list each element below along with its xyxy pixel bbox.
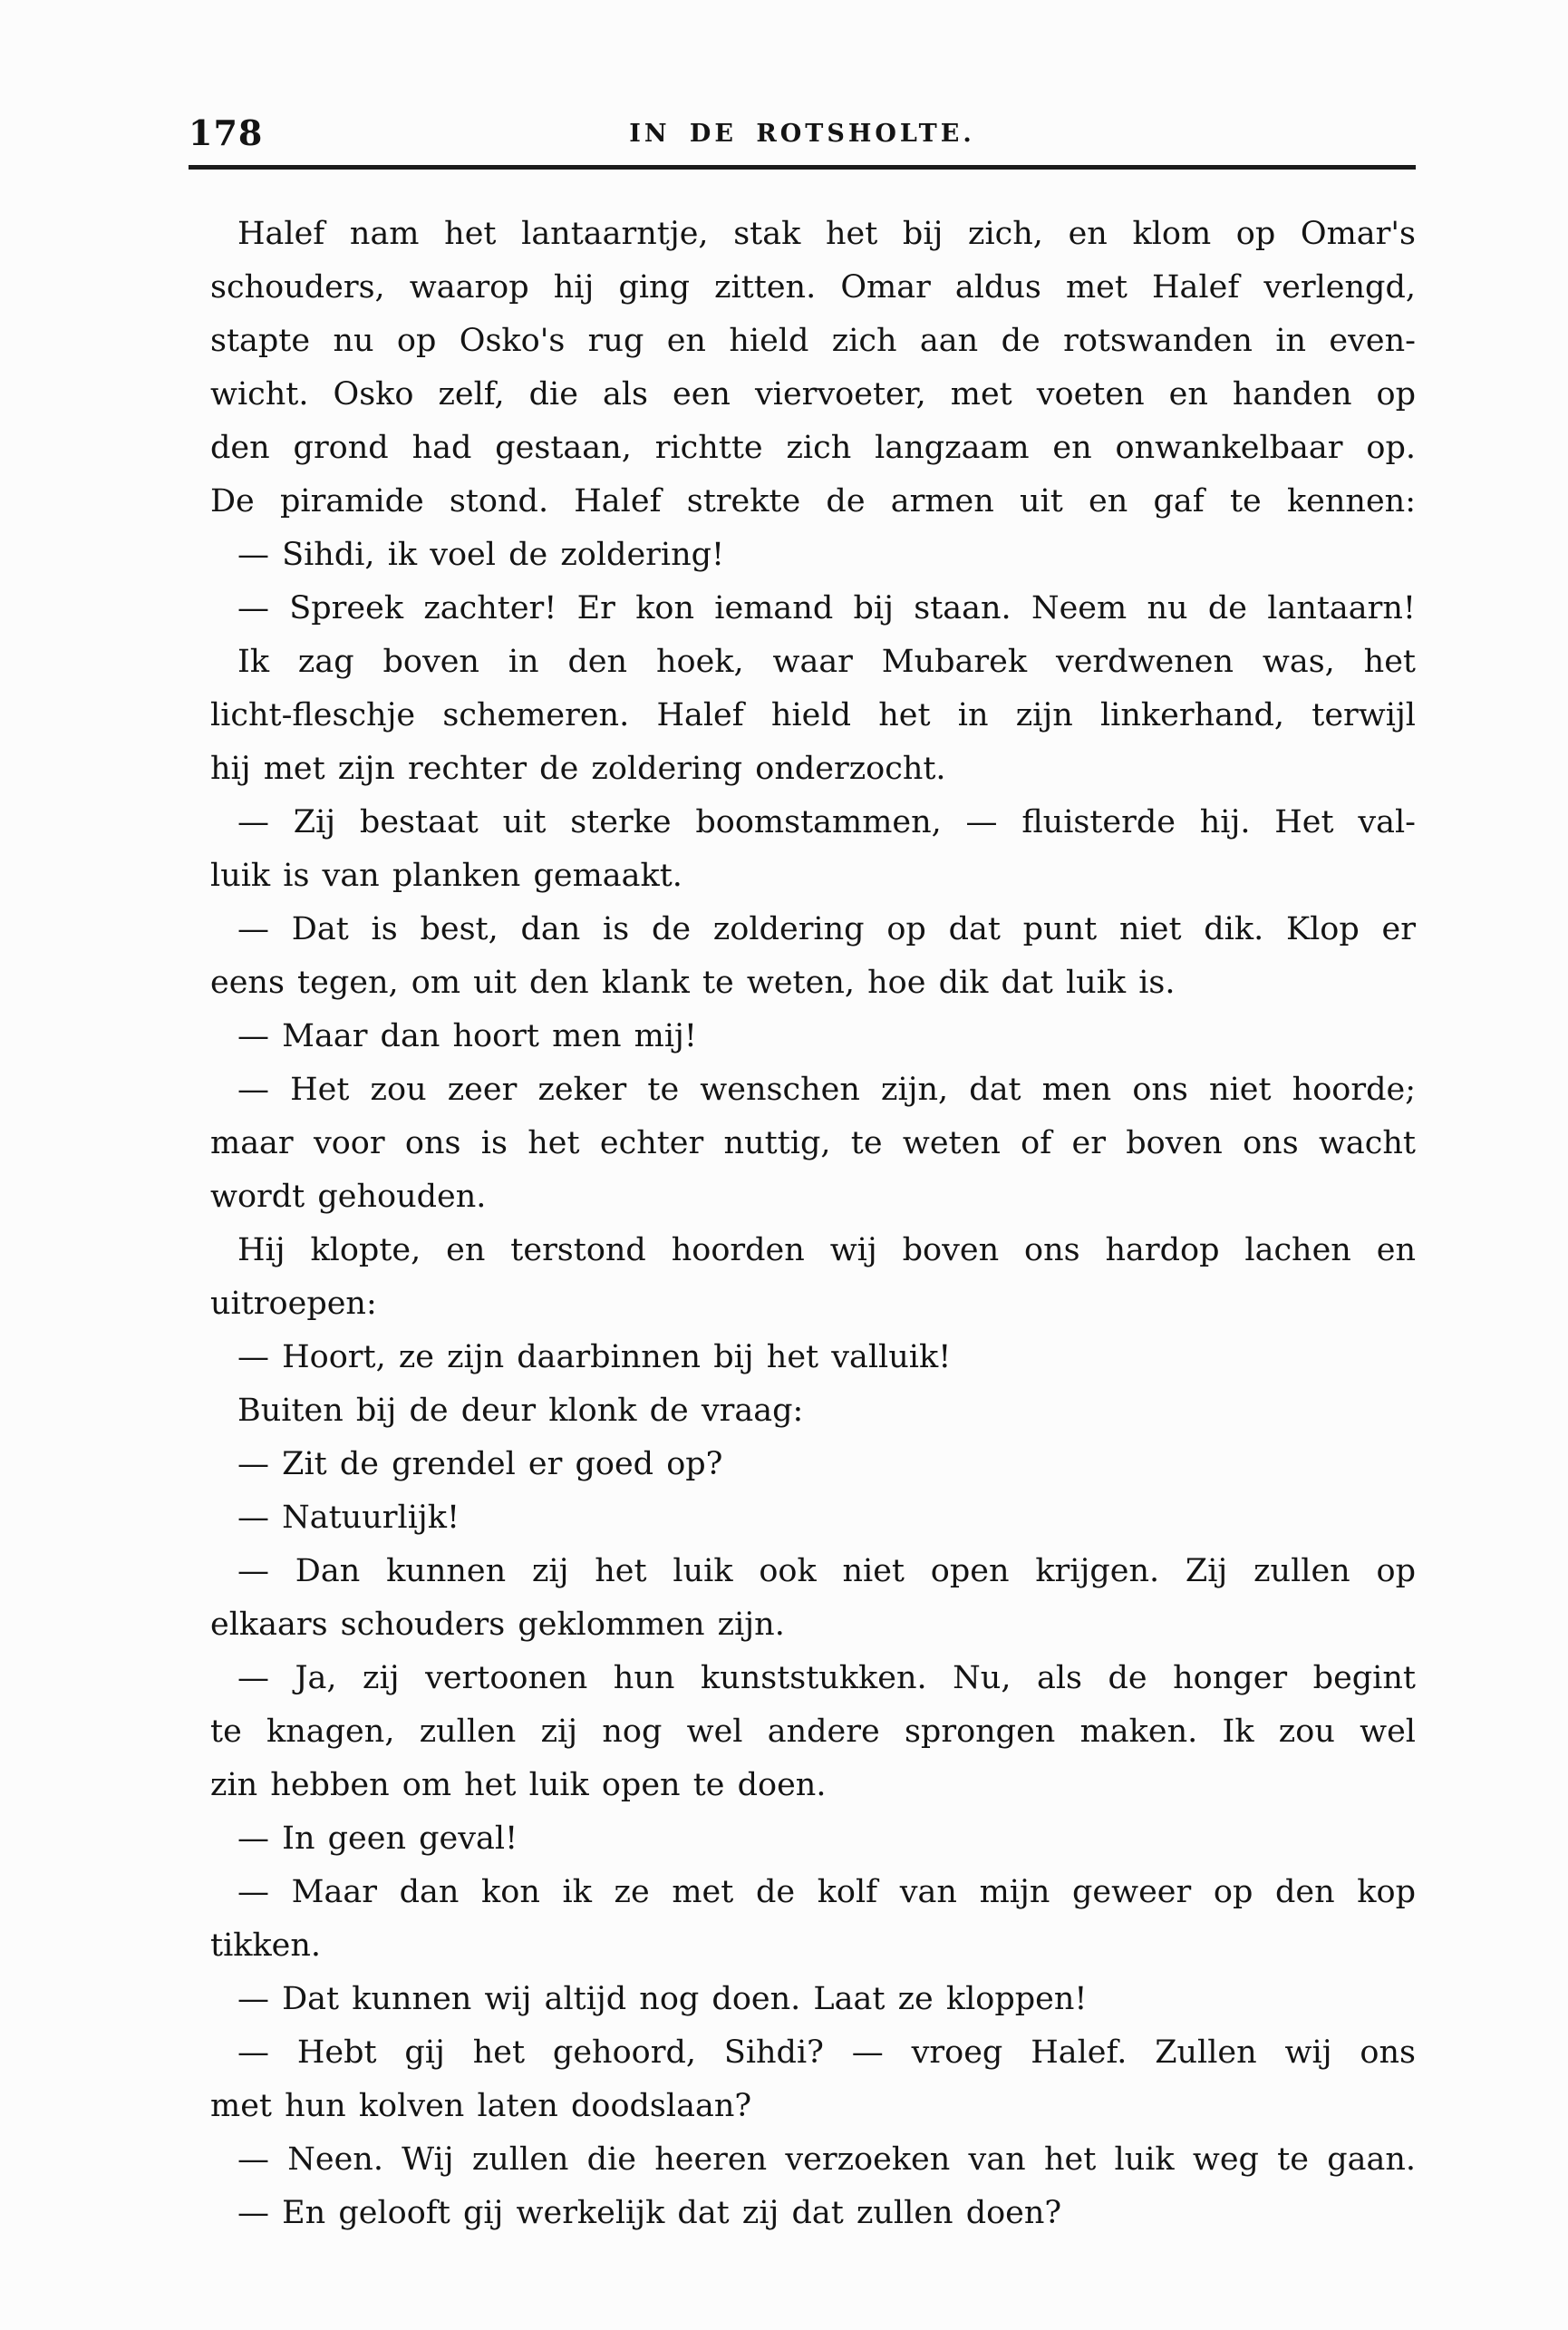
text-line: zin hebben om het luik open te doen. [210,1767,827,1803]
text-line: wordt gehouden. [210,1179,487,1215]
text-line: Buiten bij de deur klonk de vraag: [237,1393,804,1429]
text-line: den grond had gestaan, richtte zich langzaam en onwankelbaar op. [210,430,1416,466]
text-line: Ik zag boven in den hoek, waar Mubarek verdwenen was, het [237,644,1416,680]
text-line: — Sihdi, ik voel de zoldering! [237,537,725,573]
text-line: luik is van planken gemaakt. [210,858,682,894]
page-header [189,112,1416,156]
text-line: stapte nu op Osko's rug en hield zich aan de rotswanden in even- [210,323,1416,359]
text-line: wicht. Osko zelf, die als een viervoeter, met voeten en handen op [210,376,1416,413]
text-line: — Hoort, ze zijn daarbinnen bij het valluik! [237,1339,952,1375]
text-line: — Zij bestaat uit sterke boomstammen, — fluisterde hij. Het val- [237,804,1416,840]
text-line: Halef nam het lantaarntje, stak het bij zich, en klom op Omar's [237,216,1416,252]
text-line: — Neen. Wij zullen die heeren verzoeken van het luik weg te gaan. [237,2141,1416,2178]
text-line: — Hebt gij het gehoord, Sihdi? — vroeg Halef. Zullen wij ons [237,2034,1416,2071]
text-line: — En gelooft gij werkelijk dat zij dat zullen doen? [237,2195,1062,2231]
text-line: elkaars schouders geklommen zijn. [210,1607,785,1643]
body-text [210,208,1416,2240]
text-line: — In geen geval! [237,1820,518,1857]
header-rule [189,165,1416,170]
text-line: — Het zou zeer zeker te wenschen zijn, dat men ons niet hoorde; [237,1072,1416,1108]
text-line: tikken. [210,1927,322,1964]
text-line: — Ja, zij vertoonen hun kunststukken. Nu, als de honger begint [237,1660,1416,1696]
text-line: — Zit de grendel er goed op? [237,1446,723,1482]
text-line: — Maar dan hoort men mij! [237,1018,697,1054]
text-line: — Natuurlijk! [237,1500,460,1536]
text-line: schouders, waarop hij ging zitten. Omar aldus met Halef verlengd, [210,269,1416,306]
text-line: — Dat is best, dan is de zoldering op dat punt niet dik. Klop er [237,911,1416,947]
text-line: licht-fleschje schemeren. Halef hield het in zijn linkerhand, terwijl [210,697,1416,733]
text-line: De piramide stond. Halef strekte de armen uit en gaf te kennen: [210,483,1416,519]
text-line: maar voor ons is het echter nuttig, te weten of er boven ons wacht [210,1125,1416,1161]
text-line: — Spreek zachter! Er kon iemand bij staan. Neem nu de lantaarn! [237,590,1416,626]
running-title: IN DE ROTSHOLTE. [629,120,975,148]
text-line: uitroepen: [210,1286,377,1322]
text-line: met hun kolven laten doodslaan? [210,2088,752,2124]
text-line: hij met zijn rechter de zoldering onderzocht. [210,751,946,787]
page-number: 178 [189,112,264,153]
text-line: te knagen, zullen zij nog wel andere sprongen maken. Ik zou wel [210,1714,1416,1750]
text-line: — Dat kunnen wij altijd nog doen. Laat ze kloppen! [237,1981,1088,2017]
text-line: eens tegen, om uit den klank te weten, hoe dik dat luik is. [210,965,1176,1001]
text-line: — Dan kunnen zij het luik ook niet open krijgen. Zij zullen op [237,1553,1416,1589]
text-line: Hij klopte, en terstond hoorden wij boven ons hardop lachen en [237,1232,1416,1268]
text-line: — Maar dan kon ik ze met de kolf van mijn geweer op den kop [237,1874,1416,1910]
